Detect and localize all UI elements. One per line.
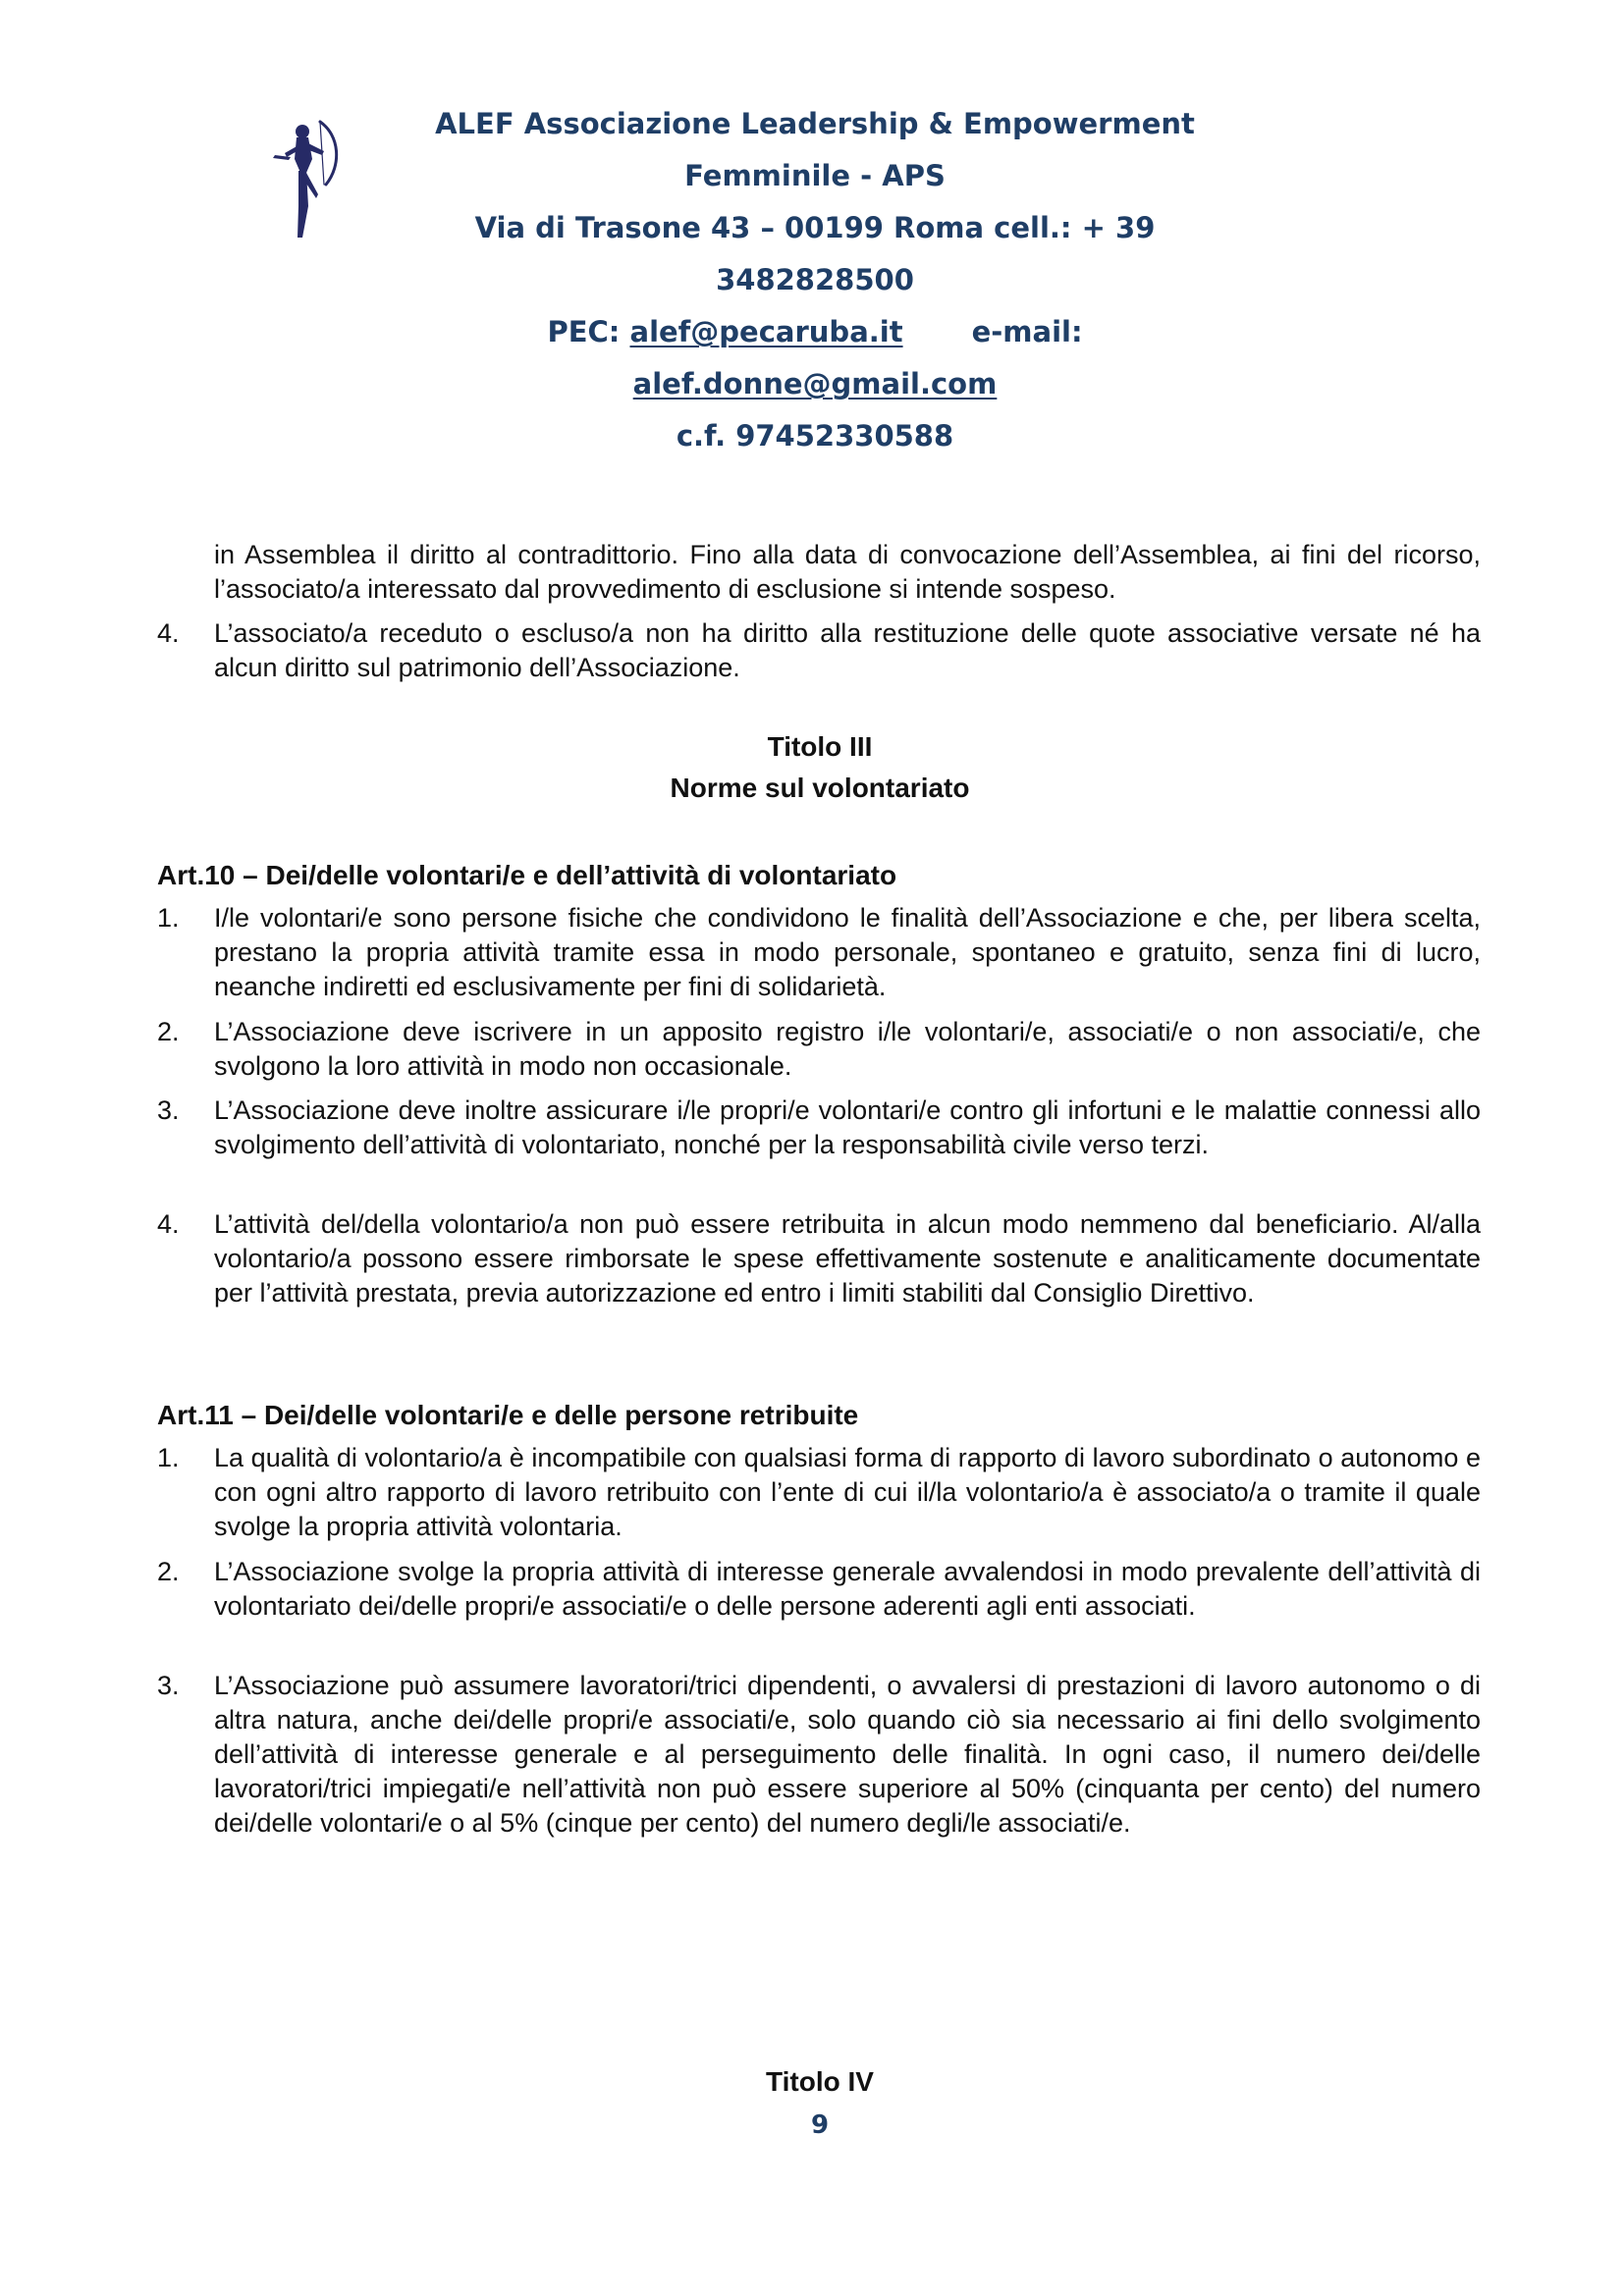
art10-item-3-text: L’Associazione deve inoltre assicurare i/le propri/e volontari/e contro gli infortuni e le malattie connessi allo svolgimento dell’attività di volontariato, nonché per la responsabilità civile verso terzi. [214, 1095, 1481, 1159]
art10-item-1-number: 1. [157, 903, 180, 933]
pec-email-link[interactable]: alef@pecaruba.it [629, 315, 903, 348]
art10-item-1-text: I/le volontari/e sono persone fisiche che condividono le finalità dell’Associazione e che, per libera scelta, prestano la propria attività tramite essa in modo personale, spontaneo e gratuito, senza fini di lucro, neanche indiretti ed esclusivamente per fini di solidarietà. [214, 903, 1481, 1001]
art10-heading: Art.10 – Dei/delle volontari/e e dell’attività di volontariato [157, 860, 897, 890]
tax-code: c.f. 97452330588 [676, 419, 954, 453]
art11-item-2-number: 2. [157, 1557, 180, 1586]
art11-heading: Art.11 – Dei/delle volontari/e e delle persone retribuite [157, 1400, 859, 1430]
list-item-text: L’associato/a receduto o escluso/a non ha diritto alla restituzione delle quote associative versate né ha alcun diritto sul patrimonio dell’Associazione. [214, 618, 1481, 682]
title-iii-subtitle: Norme sul volontariato [670, 773, 970, 803]
list-item-number: 4. [157, 618, 180, 648]
art10-item-4-text: L’attività del/della volontario/a non può essere retribuita in alcun modo nemmeno dal beneficiario. Al/alla volontario/a possono essere rimborsate le spese effettivamente sostenute e analiticamente documentate per l’attività prestata, previa autorizzazione ed entro i limiti stabiliti dal Consiglio Direttivo. [214, 1209, 1481, 1308]
association-name-cont: Femminile - APS [684, 159, 946, 192]
art10-item-4-number: 4. [157, 1209, 180, 1239]
email-label: e-mail: [971, 315, 1083, 348]
art11-item-3-text: L’Associazione può assumere lavoratori/trici dipendenti, o avvalersi di prestazioni di lavoro autonomo o di altra natura, anche dei/delle propri/e associati/e, solo quando ciò sia necessario ai fini dello svolgimento dell’attività di interesse generale e al perseguimento delle finalità. In ogni caso, il numero dei/delle lavoratori/trici impiegati/e nell’attività non può essere superiore al 50% (cinquanta per cento) del numero dei/delle volontari/e o al 5% (cinque per cento) del numero degli/le associati/e. [214, 1671, 1481, 1838]
art11-item-3-number: 3. [157, 1671, 180, 1700]
phone-number: 3482828500 [716, 263, 914, 296]
art11-item-1-number: 1. [157, 1443, 180, 1472]
association-name: ALEF Associazione Leadership & Empowerment [435, 107, 1195, 140]
title-iv: Titolo IV [766, 2066, 874, 2097]
art11-item-2-text: L’Associazione svolge la propria attività di interesse generale avvalendosi in modo prevalente dell’attività di volontariato dei/delle propri/e associati/e o delle persone aderenti agli enti associati. [214, 1557, 1481, 1621]
art10-item-3-number: 3. [157, 1095, 180, 1125]
title-iii: Titolo III [767, 731, 873, 762]
continuation-paragraph: in Assemblea il diritto al contradittorio. Fino alla data di convocazione dell’Assemblea, ai fini del ricorso, l’associato/a interessato dal provvedimento di esclusione si intende sospeso. [214, 540, 1481, 604]
pec-label: PEC: [547, 315, 621, 348]
art11-item-1-text: La qualità di volontario/a è incompatibile con qualsiasi forma di rapporto di lavoro subordinato o autonomo e con ogni altro rapporto di lavoro retribuito con l’ente di cui il/la volontario/a è associato/a o tramite il quale svolge la propria attività volontaria. [214, 1443, 1481, 1541]
email-link[interactable]: alef.donne@gmail.com [632, 367, 998, 400]
address-line: Via di Trasone 43 – 00199 Roma cell.: + 39 [474, 211, 1156, 244]
art10-item-2-text: L’Associazione deve iscrivere in un apposito registro i/le volontari/e, associati/e o non associati/e, che svolgono la loro attività in modo non occasionale. [214, 1017, 1481, 1081]
art10-item-2-number: 2. [157, 1017, 180, 1046]
page-number: 9 [810, 2110, 830, 2140]
